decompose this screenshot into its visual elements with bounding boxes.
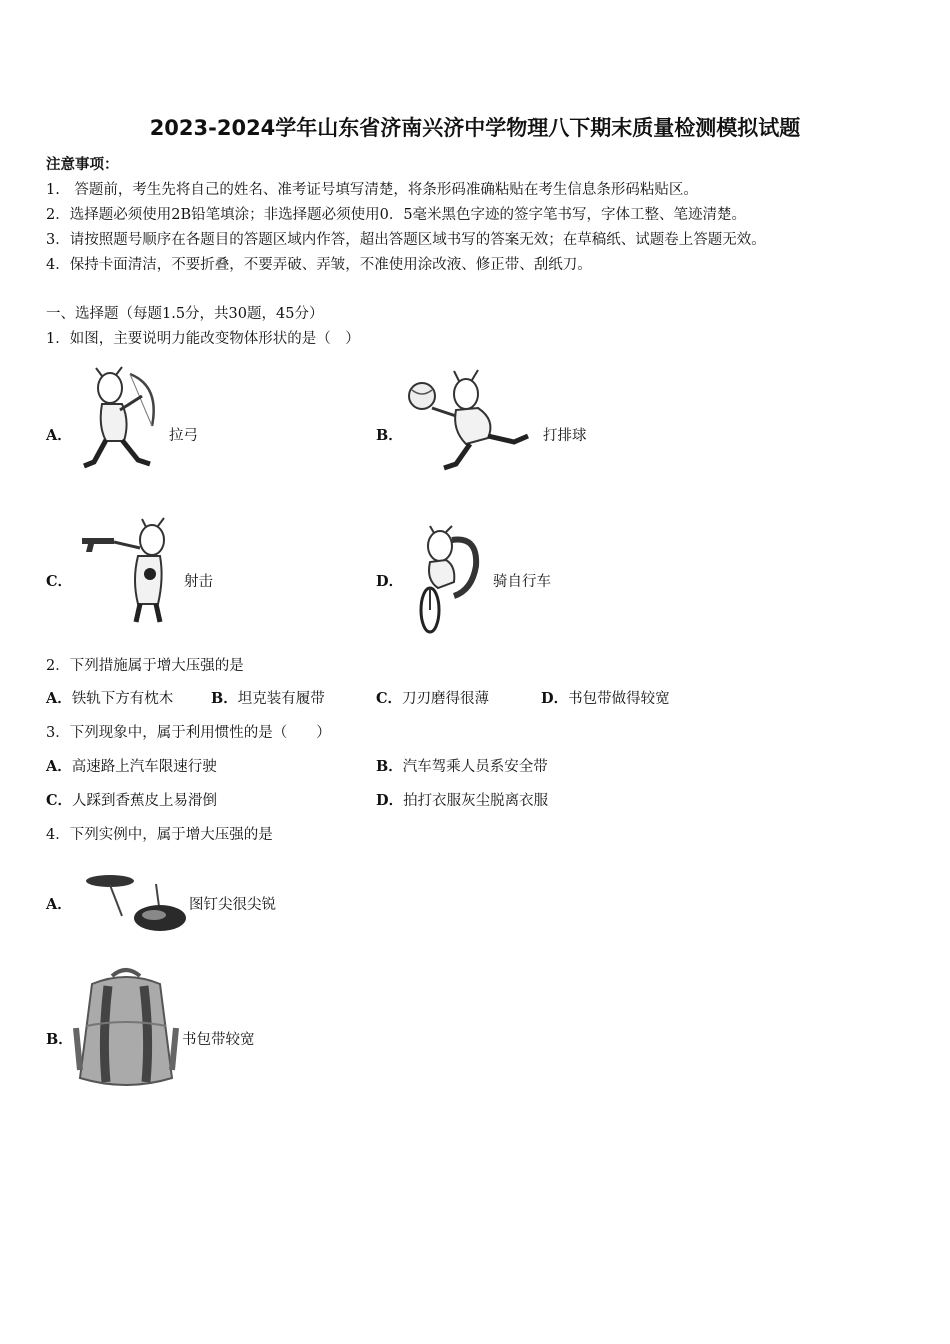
option-text: 汽车驾乘人员系安全带 xyxy=(402,759,548,775)
option-text: 刀刃磨得很薄 xyxy=(402,691,490,707)
option-text: 拍打衣服灰尘脱离衣服 xyxy=(403,793,549,809)
q1-option-d-letter: D． xyxy=(376,573,404,590)
question-4-stem: 4．下列实例中，属于增大压强的是 xyxy=(46,827,273,843)
q3-option-a xyxy=(46,755,217,776)
option-text: 铁轨下方有枕木 xyxy=(71,691,174,707)
option-letter: B． xyxy=(376,758,403,775)
section-heading: 一、选择题（每题1.5分，共30题，45分） xyxy=(46,306,324,322)
option-letter: D． xyxy=(541,690,569,707)
goat-cycling-icon xyxy=(406,526,486,636)
q1-option-a-label: 拉弓 xyxy=(169,428,198,444)
notice-item: 1. 答题前，考生先将自己的姓名、准考证号填写清楚，将条形码准确粘贴在考生信息条形码粘贴区。 xyxy=(46,182,698,198)
q4-option-b-label: 书包带较宽 xyxy=(182,1032,255,1048)
q1-option-a-letter: A． xyxy=(46,427,72,444)
q1-option-b-letter: B． xyxy=(376,427,403,444)
q2-option-b xyxy=(211,687,325,708)
q1-option-d-label: 骑自行车 xyxy=(493,574,551,590)
thumbtack-icon xyxy=(80,868,190,944)
question-2-stem: 2．下列措施属于增大压强的是 xyxy=(46,658,244,674)
question-1-stem: 1．如图，主要说明力能改变物体形状的是（ ） xyxy=(46,331,360,347)
goat-shooting-icon xyxy=(80,518,176,630)
option-letter: C． xyxy=(376,690,403,707)
option-letter: A． xyxy=(46,690,72,707)
q3-option-b xyxy=(376,755,548,776)
notice-item: 2．选择题必须使用2B铅笔填涂；非选择题必须使用0．5毫米黑色字迹的签字笔书写，字体工整、笔迹清楚。 xyxy=(46,207,747,223)
q1-option-b-label: 打排球 xyxy=(543,428,587,444)
notice-heading: 注意事项： xyxy=(46,156,119,173)
option-text: 高速路上汽车限速行驶 xyxy=(71,759,217,775)
goat-archer-icon xyxy=(80,366,170,474)
q4-option-a-label: 图钉尖很尖锐 xyxy=(189,897,276,913)
q1-option-c-label: 射击 xyxy=(184,574,213,590)
question-3-stem: 3．下列现象中，属于利用惯性的是（ ） xyxy=(46,725,331,741)
option-text: 人踩到香蕉皮上易滑倒 xyxy=(72,793,218,809)
notice-item: 3．请按照题号顺序在各题目的答题区域内作答，超出答题区域书写的答案无效；在草稿纸、试题卷上答题无效。 xyxy=(46,232,766,248)
goat-volleyball-icon xyxy=(404,364,534,474)
backpack-icon xyxy=(72,966,180,1094)
q3-option-d xyxy=(376,789,548,810)
q4-option-a-letter: A． xyxy=(46,896,72,913)
q1-option-c-letter: C． xyxy=(46,573,73,590)
q2-option-d xyxy=(541,687,670,708)
q2-option-c xyxy=(376,687,489,708)
q2-option-a xyxy=(46,687,173,708)
option-letter: C． xyxy=(46,792,73,809)
notice-item: 4．保持卡面清洁，不要折叠，不要弄破、弄皱，不准使用涂改液、修正带、刮纸刀。 xyxy=(46,257,592,273)
option-text: 坦克装有履带 xyxy=(237,691,325,707)
q4-option-b-letter: B． xyxy=(46,1031,73,1048)
option-letter: A． xyxy=(46,758,72,775)
option-letter: D． xyxy=(376,792,404,809)
option-text: 书包带做得较宽 xyxy=(568,691,670,707)
q3-option-c xyxy=(46,789,217,810)
option-letter: B． xyxy=(211,690,238,707)
page-title: 2023-2024学年山东省济南兴济中学物理八下期末质量检测模拟试题 xyxy=(149,116,801,140)
